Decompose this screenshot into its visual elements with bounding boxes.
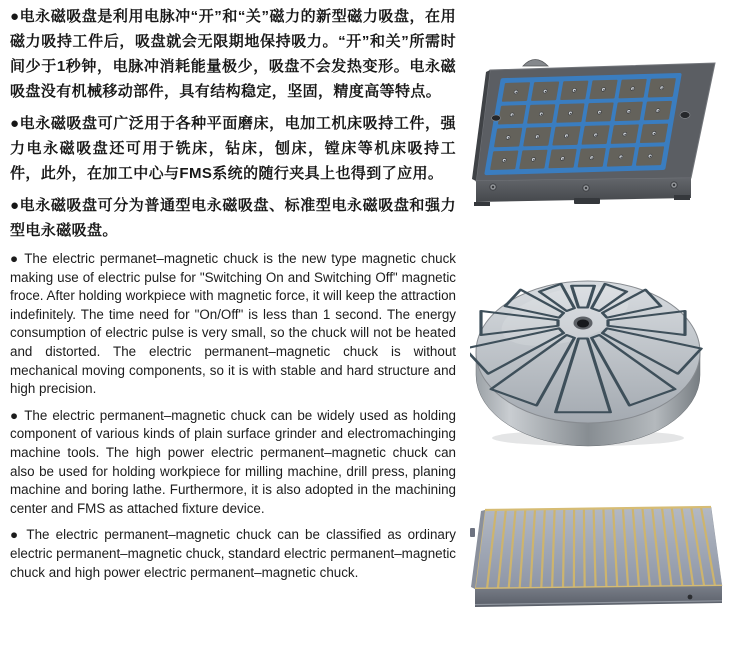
fine-pole-striped-chuck-image — [468, 500, 726, 612]
paragraph-zh-classification: ●电永磁吸盘可分为普通型电永磁吸盘、标准型电永磁吸盘和强力型电永磁吸盘。 — [10, 197, 456, 239]
paragraph-en-applications: ● The electric permanent–magnetic chuck can be widely used as holding component of various kinds of plain surface grinder and electromachinging machine tools. The high power electric permanent–magnetic chuck can also be used for holding workpiece for milling machine, drill press, planing machine and boring lathe. Furthermore, it is also adopted in the machining center and FMS as attached fixture device. — [10, 407, 456, 516]
figure-round-radial-pole-chuck-photo — [470, 266, 710, 452]
figure-fine-pole-striped-chuck-photo — [468, 500, 726, 612]
english-text-block — [10, 250, 456, 582]
paragraph-en-classification: ● The electric permanent–magnetic chuck can be classified as ordinary electric permanent–magnetic chuck, standard electric permanent–magnetic chuck and high power electric permanent–magnetic chuck. — [10, 527, 456, 580]
text-column — [10, 4, 456, 590]
paragraph-zh-applications: ●电永磁吸盘可广泛用于各种平面磨床，电加工机床吸持工件，强力电永磁吸盘还可用于铣床，钻床，刨床，镗床等机床吸持工件，此外，在加工中心与FMS系统的随行夹具上也得到了应用。 — [10, 115, 456, 182]
paragraph-zh-intro: ●电永磁吸盘是利用电脉冲“开”和“关”磁力的新型磁力吸盘，在用磁力吸持工件后，吸盘就会无限期地保持吸力。“开”和关”所需时间少于1秒钟，电脉冲消耗能量极少，吸盘不会发热变形。电永磁吸盘没有机械移动部件，具有结构稳定，坚固，精度高等特点。 — [10, 8, 456, 100]
figure-rectangular-grid-pole-chuck-photo — [468, 46, 720, 206]
round-radial-pole-chuck-image — [470, 266, 710, 452]
grid-pole-chuck-image — [468, 46, 720, 206]
paragraph-en-intro: ● The electric permanet–magnetic chuck is the new type magnetic chuck making use of electric pulse for "Switching On and Switching Off" magnetic froce. After holding workpiece with magnetic force, it will keep the attraction indefinitely. The time need for "On/Off" is less than 1 second. The energy consumption of electric pulse is very small, so the chuck will not be heated and distorted. The electric permanent–magnetic chuck is without mechanical moving components, so it is with stable and hard structure and high precision. — [10, 251, 456, 397]
